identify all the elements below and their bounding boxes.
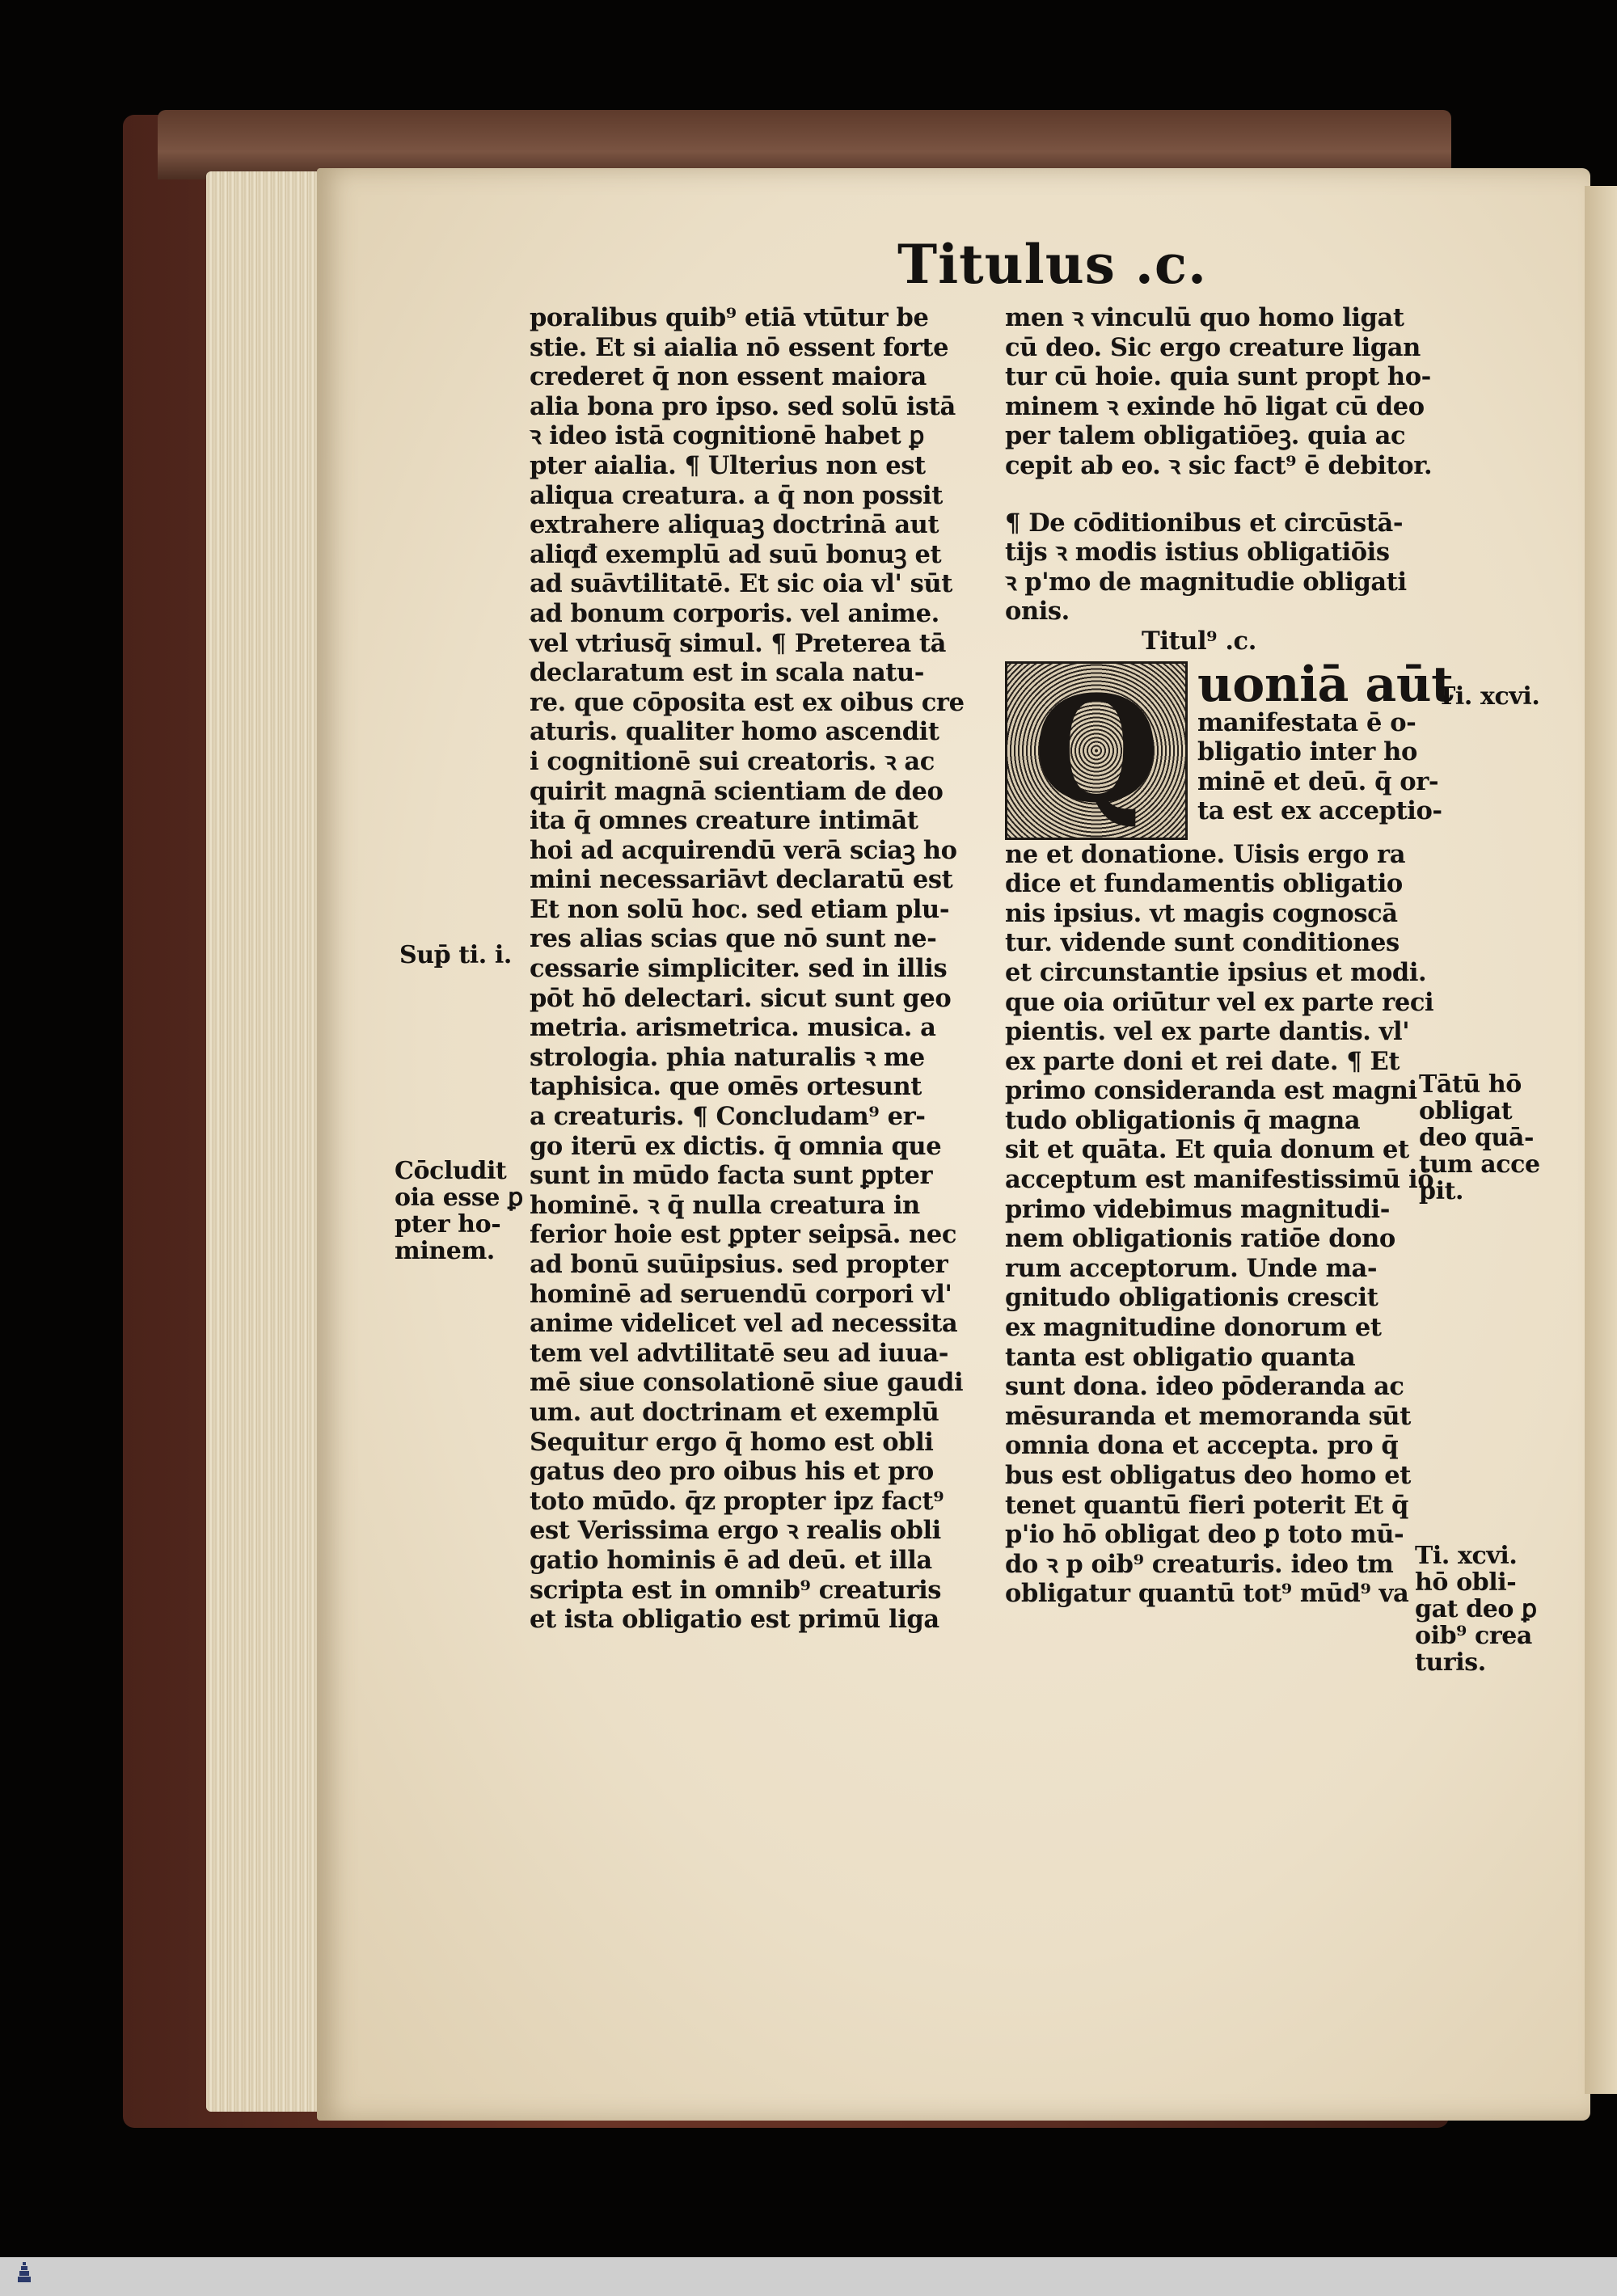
text-line: ta est ex acceptio- [1197,796,1442,826]
margin-note-line: Ti. xcvi. [1438,682,1540,711]
text-line: ꝛ ideo istā cognitionē habet ꝑ [530,421,924,451]
heading-line: ꝛ p'mo de magnitudie obligati [1005,567,1407,597]
library-logo-icon [16,2260,32,2283]
text-line: Et non solū hoc. sed etiam plu- [530,894,950,924]
margin-note-line: Ti. xcvi. [1415,1542,1518,1570]
text-line: taphisica. que omēs ortesunt [530,1072,922,1102]
left-text-column [530,303,965,1635]
text-line: ad bonum corporis. vel anime. [530,598,939,628]
text-line: gnitudo obligationis crescit [1005,1283,1378,1313]
text-line: mini necessariāvt declaratū est [530,865,953,895]
margin-note-line: pit. [1419,1177,1464,1205]
heading-line: tijs ꝛ modis istius obligatiōis [1005,538,1390,568]
text-line: pōt hō delectari. sicut sunt geo [530,983,952,1013]
right-column-top-text [1005,303,1433,481]
text-line: re. que cōposita est ex oibus cre [530,687,965,717]
heading-line: ¶ De cōditionibus et circūstā- [1005,508,1404,538]
margin-note-line: pter ho- [395,1210,501,1239]
text-line: et ista obligatio est primū liga [530,1605,939,1635]
text-line: metria. arismetrica. musica. a [530,1013,936,1043]
text-line: nis ipsius. vt magis cognoscā [1005,898,1398,928]
text-line: per talem obligatiōeꝫ. quia ac [1005,421,1406,451]
text-line: tur cū hoie. quia sunt propt ho- [1005,362,1431,392]
library-logo [6,2259,42,2294]
text-line: aliqđ exemplū ad suū bonuꝫ et [530,539,942,569]
margin-note-line: Cōcludit [395,1157,507,1185]
text-line: obligatur quantū tot⁹ mūd⁹ va [1005,1579,1409,1609]
text-line: aturis. qualiter homo ascendit [530,717,939,747]
facing-page-edge [1585,186,1617,2094]
text-line: cessarie simpliciter. sed in illis [530,954,948,984]
margin-note-line: oib⁹ crea [1415,1622,1532,1650]
right-column-body-text [1005,839,1434,1609]
text-line: hominē ad seruendū corpori vl' [530,1279,952,1309]
viewer-footer-bar [0,2257,1617,2296]
heading-line: onis. [1005,597,1070,627]
text-line: extrahere aliquaꝫ doctrinā aut [530,510,939,540]
text-line: ex parte doni et rei date. ¶ Et [1005,1046,1400,1076]
text-line: ad suāvtilitatē. Et sic oia vl' sūt [530,569,952,599]
text-line: pter aialia. ¶ Ulterius non est [530,450,926,480]
margin-note-line: obligat [1419,1097,1513,1125]
text-line: ad bonū suūipsius. sed propter [530,1250,948,1279]
text-line: que oia oriūtur vel ex parte reci [1005,987,1434,1017]
text-line: est Verissima ergo ꝛ realis obli [530,1516,941,1546]
text-line: res alias scias que nō sunt ne- [530,924,937,954]
section-subtitle: Titul⁹ .c. [1142,626,1256,656]
text-line: cepit ab eo. ꝛ sic fact⁹ ē debitor. [1005,450,1433,480]
initial-lines [1197,656,1454,826]
text-line: primo consideranda est magni [1005,1076,1417,1106]
text-line: scripta est in omnib⁹ creaturis [530,1575,942,1605]
text-line: gatio hominis ē ad deū. et illa [530,1545,932,1575]
text-line: tudo obligationis q̄ magna [1005,1105,1361,1135]
text-line: tenet quantū fieri poterit Et q̄ [1005,1490,1408,1520]
text-line: aliqua creatura. a q̄ non possit [530,480,943,510]
margin-note-line: hō obli- [1415,1568,1517,1597]
margin-note-line: minem. [395,1237,495,1265]
text-line: primo videbimus magnitudi- [1005,1194,1390,1224]
text-line: poralibus quib⁹ etiā vtūtur be [530,303,929,332]
text-line: et circunstantie ipsius et modi. [1005,957,1427,987]
text-line: sunt dona. ideo pōderanda ac [1005,1372,1404,1402]
text-line: declaratum est in scala natu- [530,658,925,688]
margin-note-line: gat deo ꝑ [1415,1595,1537,1623]
page-edges [206,171,336,2112]
text-line: tanta est obligatio quanta [1005,1342,1356,1372]
text-line: cū deo. Sic ergo creature ligan [1005,332,1421,362]
text-line: stie. Et si aialia nō essent forte [530,332,949,362]
text-line: ferior hoie est ꝑpter seipsā. nec [530,1220,957,1250]
text-line: vel vtriusq̄ simul. ¶ Preterea tā [530,628,946,658]
text-line: tur. vidende sunt conditiones [1005,928,1400,958]
text-line: dice et fundamentis obligatio [1005,869,1403,899]
margin-note-right-2 [1419,1071,1540,1205]
margin-note-line: Tātū hō [1419,1070,1522,1099]
text-line: ex magnitudine donorum et [1005,1313,1382,1343]
margin-note-left-2 [395,1158,523,1264]
text-line: do ꝛ p oib⁹ creaturis. ideo tm [1005,1549,1394,1579]
text-line: ita q̄ omnes creature intimāt [530,806,918,836]
text-line: uoniā aūt [1197,656,1454,713]
right-text-column [1005,303,1454,1609]
margin-note-line: oia esse ꝑ [395,1184,523,1212]
text-line: um. aut doctrinam et exemplū [530,1397,939,1427]
initial-block [1005,656,1454,840]
margin-note-right-1 [1438,683,1539,710]
decorated-initial-letter: Q [1005,661,1188,840]
text-line: pientis. vel ex parte dantis. vl' [1005,1017,1410,1047]
text-line: quirit magnā scientiam de deo [530,776,944,806]
text-line: minem ꝛ exinde hō ligat cū deo [1005,391,1425,421]
text-line: p'io hō obligat deo ꝑ toto mū- [1005,1520,1404,1550]
text-line: go iterū ex dictis. q̄ omnia que [530,1131,942,1161]
text-line: minē et deū. q̄ or- [1197,766,1439,796]
text-line: alia bona pro ipso. sed solū istā [530,391,956,421]
text-line: anime videlicet vel ad necessita [530,1309,958,1339]
text-line: nem obligationis ratiōe dono [1005,1224,1395,1254]
text-line: crederet q̄ non essent maiora [530,362,927,392]
text-line: hoi ad acquirendū verā sciaꝫ ho [530,835,957,865]
text-line: mē siue consolationē siue gaudi [530,1368,964,1398]
margin-note-left-1 [399,942,512,969]
text-line: omnia dona et accepta. pro q̄ [1005,1431,1399,1461]
text-line: sit et quāta. Et quia donum et [1005,1135,1409,1165]
margin-note-right-3 [1415,1543,1537,1676]
margin-note-line: deo quā- [1419,1124,1534,1152]
text-line: hominē. ꝛ q̄ nulla creatura in [530,1190,920,1220]
text-line: rum acceptorum. Unde ma- [1005,1253,1378,1283]
text-line: gatus deo pro oibus his et pro [530,1457,934,1487]
margin-note-line: tum acce [1419,1150,1540,1179]
text-line: sunt in mūdo facta sunt ꝑpter [530,1161,933,1191]
text-line: tem vel advtilitatē seu ad iuua- [530,1338,948,1368]
text-line: manifestata ē o- [1197,707,1416,737]
text-line: mēsuranda et memoranda sūt [1005,1401,1411,1431]
text-line: bligatio inter ho [1197,737,1417,767]
text-line: strologia. phia naturalis ꝛ me [530,1042,925,1072]
text-line: a creaturis. ¶ Concludam⁹ er- [530,1102,926,1132]
text-line: bus est obligatus deo homo et [1005,1461,1411,1490]
text-line: Sequitur ergo q̄ homo est obli [530,1427,934,1457]
text-line: acceptum est manifestissimū iō [1005,1165,1434,1195]
text-line: ne et donatione. Uisis ergo ra [1005,839,1406,869]
text-line: men ꝛ vinculū quo homo ligat [1005,303,1404,332]
text-line: i cognitionē sui creatoris. ꝛ ac [530,746,935,776]
margin-note-line: Sup̄ ti. i. [399,941,512,969]
margin-note-line: turis. [1415,1648,1486,1677]
page-header: Titulus .c. [897,233,1207,296]
text-line: toto mūdo. q̄z propter ipz fact⁹ [530,1486,944,1516]
section-heading [1005,509,1425,627]
